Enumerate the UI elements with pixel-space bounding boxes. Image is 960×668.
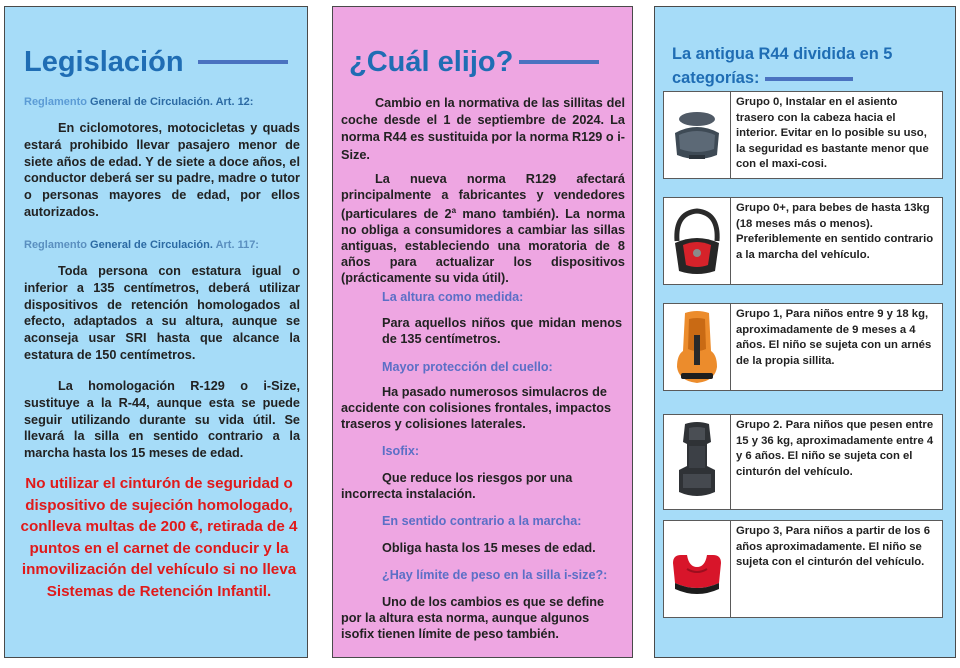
intro2-part-a: La nueva norma R129 afectará principalmente a fabricantes y vendedores (particulares de 2 (341, 172, 625, 222)
r44-heading-line2-row (672, 66, 892, 90)
subheading-art117-part1: Reglamento (24, 239, 87, 251)
heading-underline (765, 77, 853, 81)
page-title-legislacion: Legislación (24, 46, 184, 78)
cual-elijo-heading-row (349, 45, 599, 79)
infant-carrier-icon (663, 197, 731, 285)
warning-fines: No utilizar el cinturón de seguridad o dispositivo de sujeción homologado, conlleva multas de 200 €, retirada de 4 puntos en el carnet de conducir y la inmovilización del vehículo si no lleva Sistemas de Retención Infantil. (20, 475, 298, 600)
paragraph-homologacion: La homologación R-129 o i-Size, sustituye a la R-44, aunque esta se puede seguir utilizando durante su vida útil. Se llevará la silla en sentido contrario a la marcha hasta los 15 meses de edad. (24, 379, 300, 461)
legislacion-heading-row (24, 45, 288, 79)
section-title-peso: ¿Hay límite de peso en la silla i-size?: (382, 568, 608, 582)
intro-paragraph-2 (341, 171, 625, 286)
subheading-art12-part2: General de Circulación. (90, 96, 213, 108)
subheading-art117-part2: General de Circulación. (90, 239, 213, 251)
section-text-sentido: Obliga hasta los 15 meses de edad. (382, 541, 596, 555)
section-title-altura: La altura como medida: (382, 290, 524, 304)
subheading-art12 (24, 95, 253, 109)
subheading-art117 (24, 238, 259, 252)
section-title-sentido: En sentido contrario a la marcha: (382, 514, 582, 528)
group-card-0 (663, 91, 943, 179)
subheading-art12-part3: Art. 12: (215, 96, 254, 108)
panel-legislacion (4, 6, 308, 658)
heading-underline (519, 60, 599, 64)
subheading-art12-part1: Reglamento (24, 96, 87, 108)
r44-heading-line2: categorías: (672, 69, 760, 87)
group-text-2: Grupo 1, Para niños entre 9 y 18 kg, aproximadamente de 9 meses a 4 años. El niño se sujeta con un arnés de la propia sillita. (731, 303, 943, 391)
panel-cual-elijo (332, 6, 633, 658)
section-text-altura: Para aquellos niños que midan menos de 135 centímetros. (382, 316, 622, 346)
group-text-4: Grupo 3, Para niños a partir de los 6 años aproximadamente. El niño se sujeta con el cinturón del vehículo. (731, 520, 943, 618)
heading-underline (198, 60, 288, 64)
group-text-1: Grupo 0+, para bebes de hasta 13kg (18 meses más o menos). Preferiblemente en sentido contrario a la marcha del vehículo. (731, 197, 943, 285)
panel-r44-categorias (654, 6, 956, 658)
features-list (333, 289, 633, 642)
section-title-isofix: Isofix: (382, 444, 420, 458)
subheading-art117-part3: Art. 117: (215, 239, 259, 251)
section-text-peso: Uno de los cambios es que se define por la altura esta norma, aunque algunos isofix tienen límite de peso también. (341, 595, 605, 641)
intro2-superscript: a (451, 206, 457, 215)
booster-cushion-icon (663, 520, 731, 618)
intro2-part-b: mano también). La norma no obliga a consumidores a cambiar las sillas antiguas, estableciendo una moratoria de 8 años para actualizar los dispositivos (prácticamente su vida útil). (341, 207, 625, 286)
group-card-3 (663, 414, 943, 510)
group-text-3: Grupo 2. Para niños que pesen entre 15 y 36 kg, aproximadamente entre 4 y 6 años. El niño se sujeta con el cinturón del vehículo. (731, 414, 943, 510)
section-title-cuello: Mayor protección del cuello: (382, 360, 553, 374)
highback-booster-icon (663, 414, 731, 510)
group-card-2 (663, 303, 943, 391)
group-card-4 (663, 520, 943, 618)
r44-heading-line1: La antigua R44 dividida en 5 (672, 45, 893, 63)
intro-paragraph-1: Cambio en la normativa de las sillitas del coche desde el 1 de septiembre de 2024. La norma R44 es sustituida por la norma R129 o i-Size. (341, 96, 625, 162)
page-title-cual-elijo: ¿Cuál elijo? (349, 46, 514, 78)
carrycot-icon (663, 91, 731, 179)
group-text-0: Grupo 0, Instalar en el asiento trasero con la cabeza hacia el interior. Evitar en lo posible su uso, la seguridad es bastante menor que con el maxi-cosi. (731, 91, 943, 179)
paragraph-art117: Toda persona con estatura igual o inferior a 135 centímetros, deberá utilizar dispositivos de retención homologados al efecto, adaptados a su altura, aunque se aconseja usar SRI hasta que alcance la estatura de 150 centímetros. (24, 264, 300, 362)
group-card-1 (663, 197, 943, 285)
section-text-isofix: Que reduce los riesgos por una incorrecta instalación. (341, 471, 573, 501)
paragraph-art12: En ciclomotores, motocicletas y quads estará prohibido llevar pasajero menor de siete años de edad. Y de siete a doce años, el conductor deberá ser su padre, madre o tutor o personas mayores de edad, por ellos autorizados. (24, 121, 300, 219)
section-text-cuello: Ha pasado numerosos simulacros de accidente con colisiones frontales, impactos traseros y colisiones laterales. (341, 385, 612, 431)
r44-heading (672, 42, 892, 90)
harness-seat-icon (663, 303, 731, 391)
